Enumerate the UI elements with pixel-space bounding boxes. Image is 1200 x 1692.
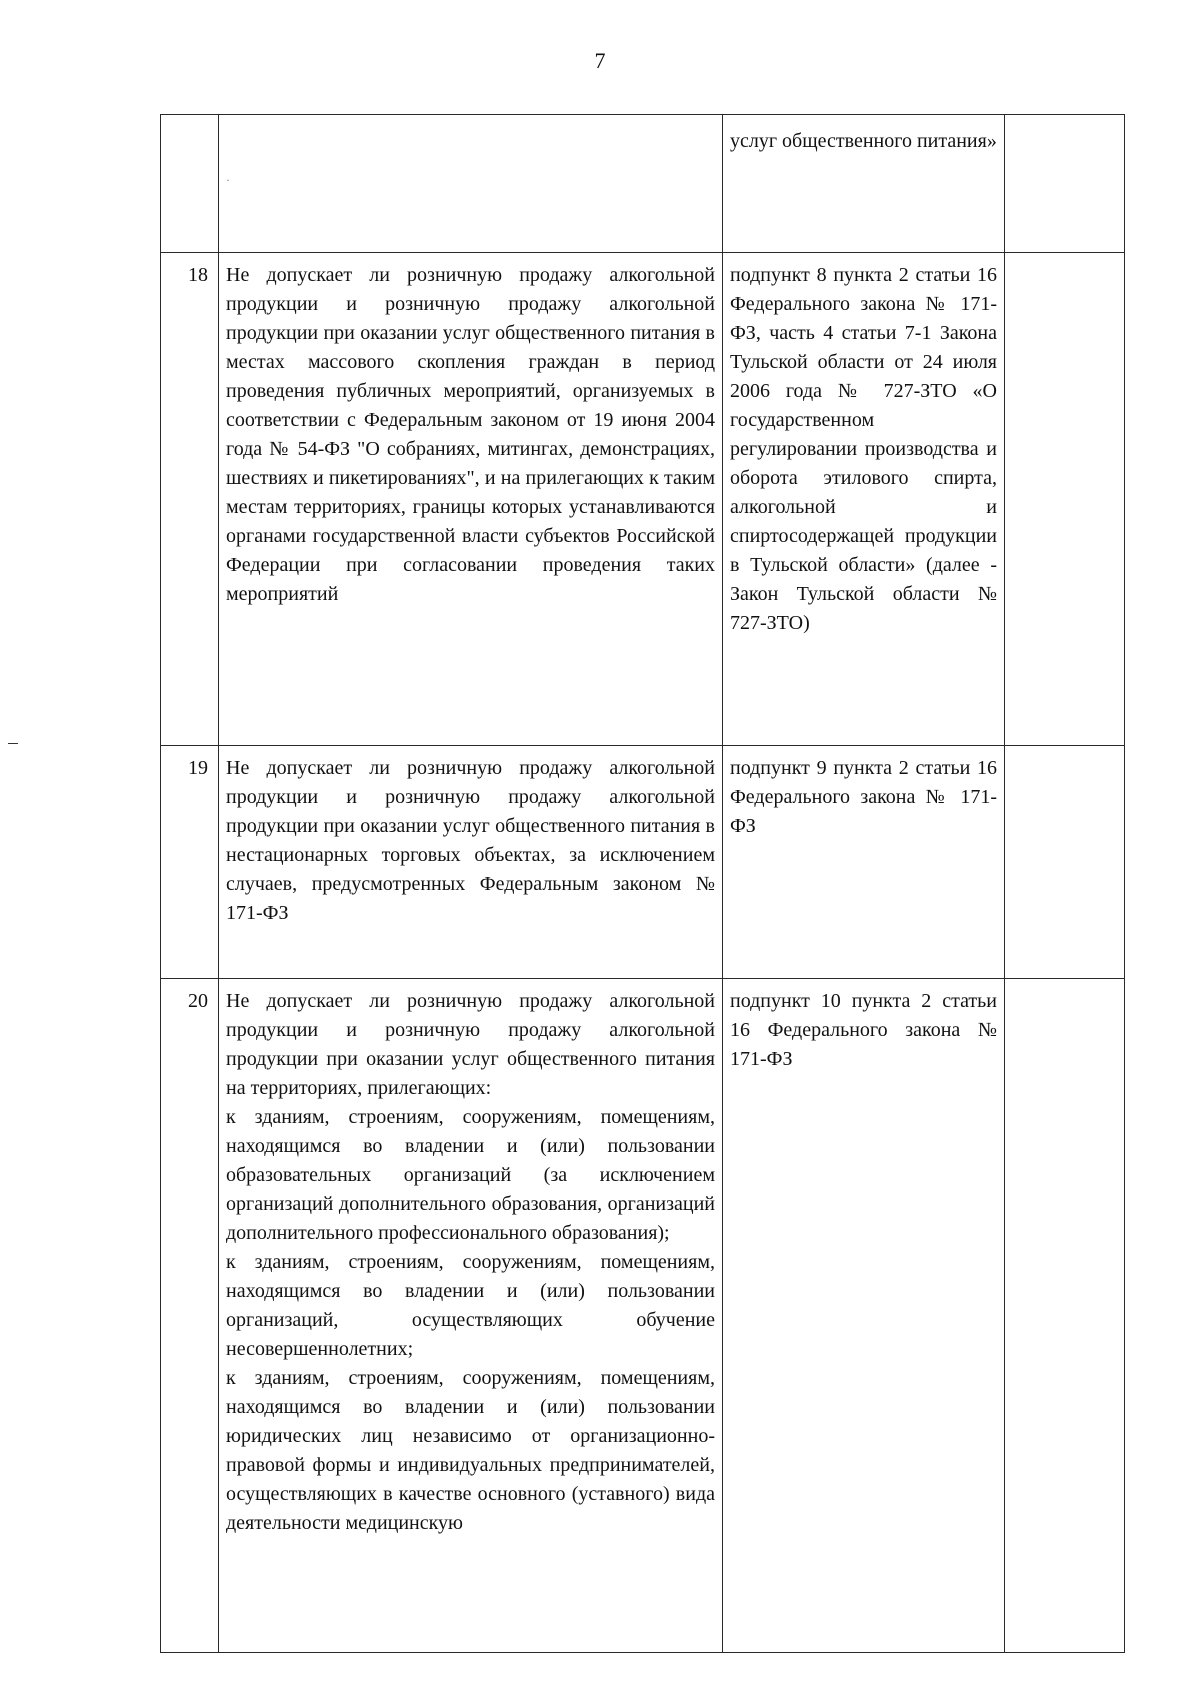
table-row [161,253,1125,746]
legal-reference-cell: услуг общественного питания» [723,115,1005,253]
question-cell: Не допускает ли розничную продажу алкогольной продукции и розничную продажу алкогольной продукции при оказании услуг общественного питания в нестационарных торговых объектах, за исключением случаев, предусмотренных Федеральным законом № 171-ФЗ [219,746,723,979]
page-number: 7 [594,48,606,73]
row-number: 19 [161,746,219,979]
table-row [161,979,1125,1653]
legal-reference-cell: подпункт 8 пункта 2 статьи 16 Федерального закона № 171-ФЗ, часть 4 статьи 7-1 Закона Тульской области от 24 июля 2006 года № 727-ЗТО «О государственном регулировании производства и оборота этилового спирта, алкогольной и спиртосодержащей продукции в Тульской области» (далее - Закон Тульской области № 727-ЗТО) [723,253,1005,746]
question-cell: Не допускает ли розничную продажу алкогольной продукции и розничную продажу алкогольной продукции при оказании услуг общественного питания на территориях, прилегающих: к зданиям, строениям, сооружениям, помещениям, находящимся во владении и (или) пользовании образовательных организаций (за исключением организаций дополнительного образования, организаций дополнительного профессионального образования); к зданиям, строениям, сооружениям, помещениям, находящимся во владении и (или) пользовании организаций, осуществляющих обучение несовершеннолетних; к зданиям, строениям, сооружениям, помещениям, находящимся во владении и (или) пользовании юридических лиц независимо от организационно-правовой формы и индивидуальных предпринимателей, осуществляющих в качестве основного (уставного) вида деятельности медицинскую [219,979,723,1653]
checklist-table [160,114,1125,1653]
legal-reference-cell: подпункт 10 пункта 2 статьи 16 Федерального закона № 171-ФЗ [723,979,1005,1653]
notes-cell [1005,746,1125,979]
notes-cell [1005,115,1125,253]
row-number [161,115,219,253]
notes-cell [1005,253,1125,746]
scan-dot: · [226,173,230,187]
question-cell: Не допускает ли розничную продажу алкогольной продукции и розничную продажу алкогольной продукции при оказании услуг общественного питания в местах массового скопления граждан в период проведения публичных мероприятий, организуемых в соответствии с Федеральным законом от 19 июня 2004 года № 54-ФЗ "О собраниях, митингах, демонстрациях, шествиях и пикетированиях", и на прилегающих к таким местам территориях, границы которых устанавливаются органами государственной власти субъектов Российской Федерации при согласовании проведения таких мероприятий [219,253,723,746]
notes-cell [1005,979,1125,1653]
legal-reference-cell: подпункт 9 пункта 2 статьи 16 Федерального закона № 171-ФЗ [723,746,1005,979]
table-row [161,115,1125,253]
row-number: 20 [161,979,219,1653]
scan-mark [8,743,18,744]
row-number: 18 [161,253,219,746]
table-row [161,746,1125,979]
question-cell [219,115,723,253]
